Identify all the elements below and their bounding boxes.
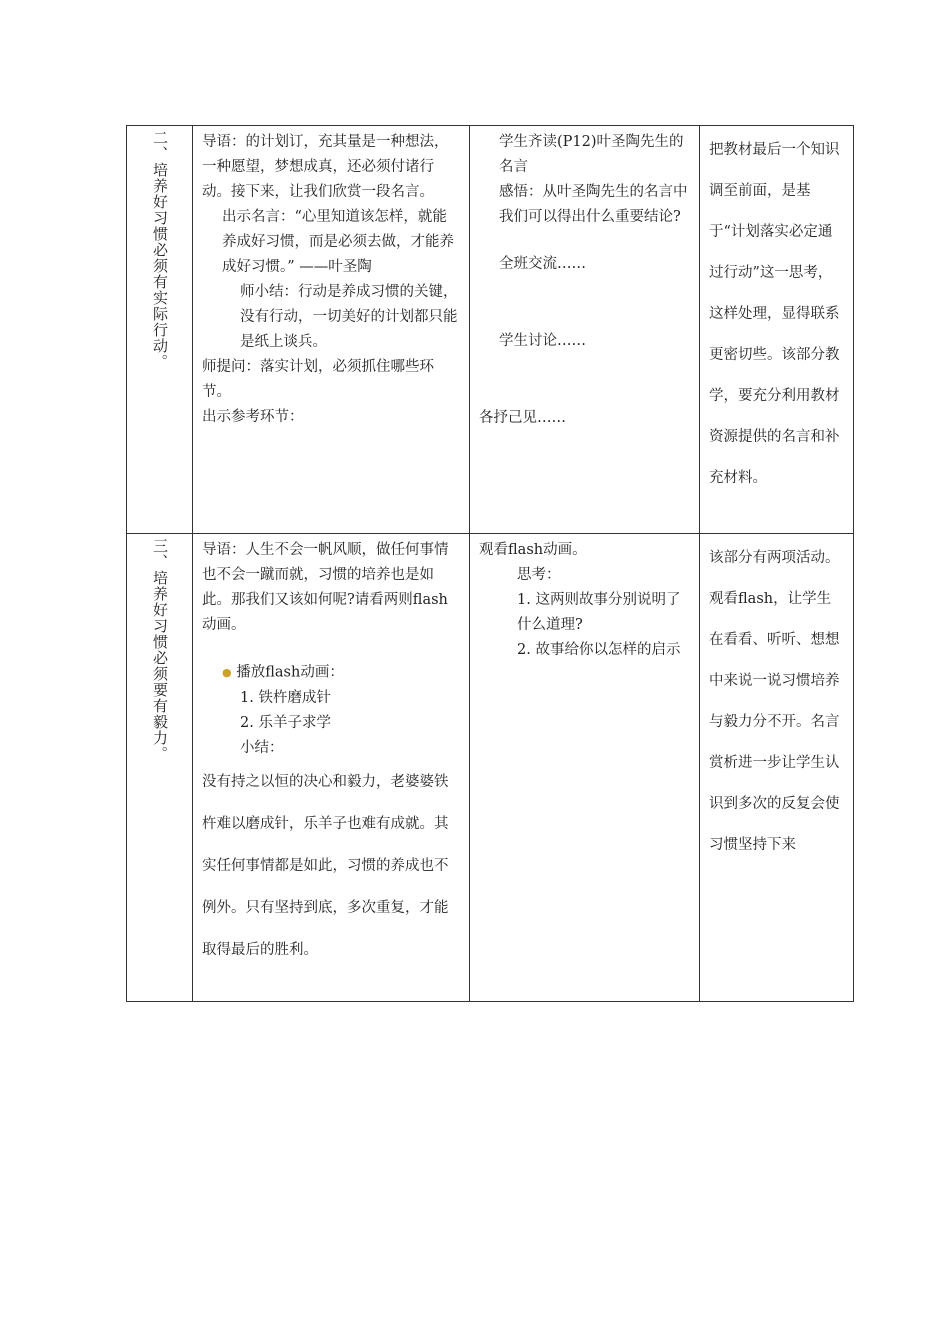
student-reflection: 感悟：从叶圣陶先生的名言中我们可以得出什么重要结论? <box>499 184 688 225</box>
section-title-cell <box>127 126 193 534</box>
watch-animation: 观看flash动画。 <box>479 542 587 558</box>
summary-text: 没有持之以恒的决心和毅力，老婆婆铁杵难以磨成针，乐羊子也难有成就。其实任何事情都是如此，习惯的养成也不例外。只有坚持到底，多次重复，才能取得最后的胜利。 <box>202 773 449 958</box>
story-item: 1. 铁杵磨成针 <box>240 689 331 706</box>
section-title: 二、培养好习惯必须有实际行动。 <box>151 130 169 370</box>
design-notes: 该部分有两项活动。观看flash，让学生在看看、听听、想想中来说一说习惯培养与毅力分不开。名言赏析进一步让学生认识到多次的反复会使习惯坚持下来 <box>709 550 840 853</box>
question-item: 2. 故事给你以怎样的启示 <box>517 642 681 658</box>
design-notes: 把教材最后一个知识调至前面，是基于“计划落实必定通过行动”这一思考，这样处理，显得联系更密切些。该部分教学，要充分利用教材资源提供的名言和补充材料。 <box>709 142 840 486</box>
bullet-dot-icon: ● <box>222 666 232 679</box>
table-row <box>127 534 854 1002</box>
student-activity-cell <box>470 534 700 1002</box>
teacher-activity-cell <box>193 126 470 534</box>
play-animation: ● 播放flash动画： <box>222 664 344 681</box>
teacher-intro: 导语：人生不会一帆风顺，做任何事情也不会一蹴而就，习惯的培养也是如此。那我们又该如何呢?请看两则flash动画。 <box>202 542 449 633</box>
think-label: 思考： <box>517 567 561 583</box>
lesson-plan-table <box>126 125 854 1002</box>
teacher-summary: 师小结：行动是养成习惯的关键，没有行动，一切美好的计划都只能是纸上谈兵。 <box>240 284 458 350</box>
teacher-question: 师提问：落实计划，必须抓住哪些环节。 <box>202 359 434 400</box>
student-opinions: 各抒己见…… <box>479 410 566 426</box>
design-notes-cell <box>700 534 854 1002</box>
story-item: 2. 乐羊子求学 <box>240 714 331 731</box>
table-row <box>127 126 854 534</box>
section-title: 三、培养好习惯必须要有毅力。 <box>151 538 169 762</box>
student-discussion: 学生讨论…… <box>499 333 586 349</box>
question-item: 1. 这两则故事分别说明了什么道理? <box>517 592 681 633</box>
teacher-activity-cell <box>193 534 470 1002</box>
summary-label: 小结： <box>240 739 284 756</box>
design-notes-cell <box>700 126 854 534</box>
reference-steps: 出示参考环节： <box>202 409 304 425</box>
student-activity-cell <box>470 126 700 534</box>
quote-display: 出示名言：“心里知道该怎样，就能养成好习惯，而是必须去做，才能养成好习惯。” ——叶圣陶 <box>222 209 454 275</box>
teacher-intro: 导语：的计划订，充其量是一种想法，一种愿望，梦想成真，还必须付诸行动。接下来，让我们欣赏一段名言。 <box>202 134 449 200</box>
class-exchange: 全班交流…… <box>499 256 586 272</box>
section-title-cell <box>127 534 193 1002</box>
student-reading: 学生齐读(P12)叶圣陶先生的名言 <box>499 134 684 175</box>
